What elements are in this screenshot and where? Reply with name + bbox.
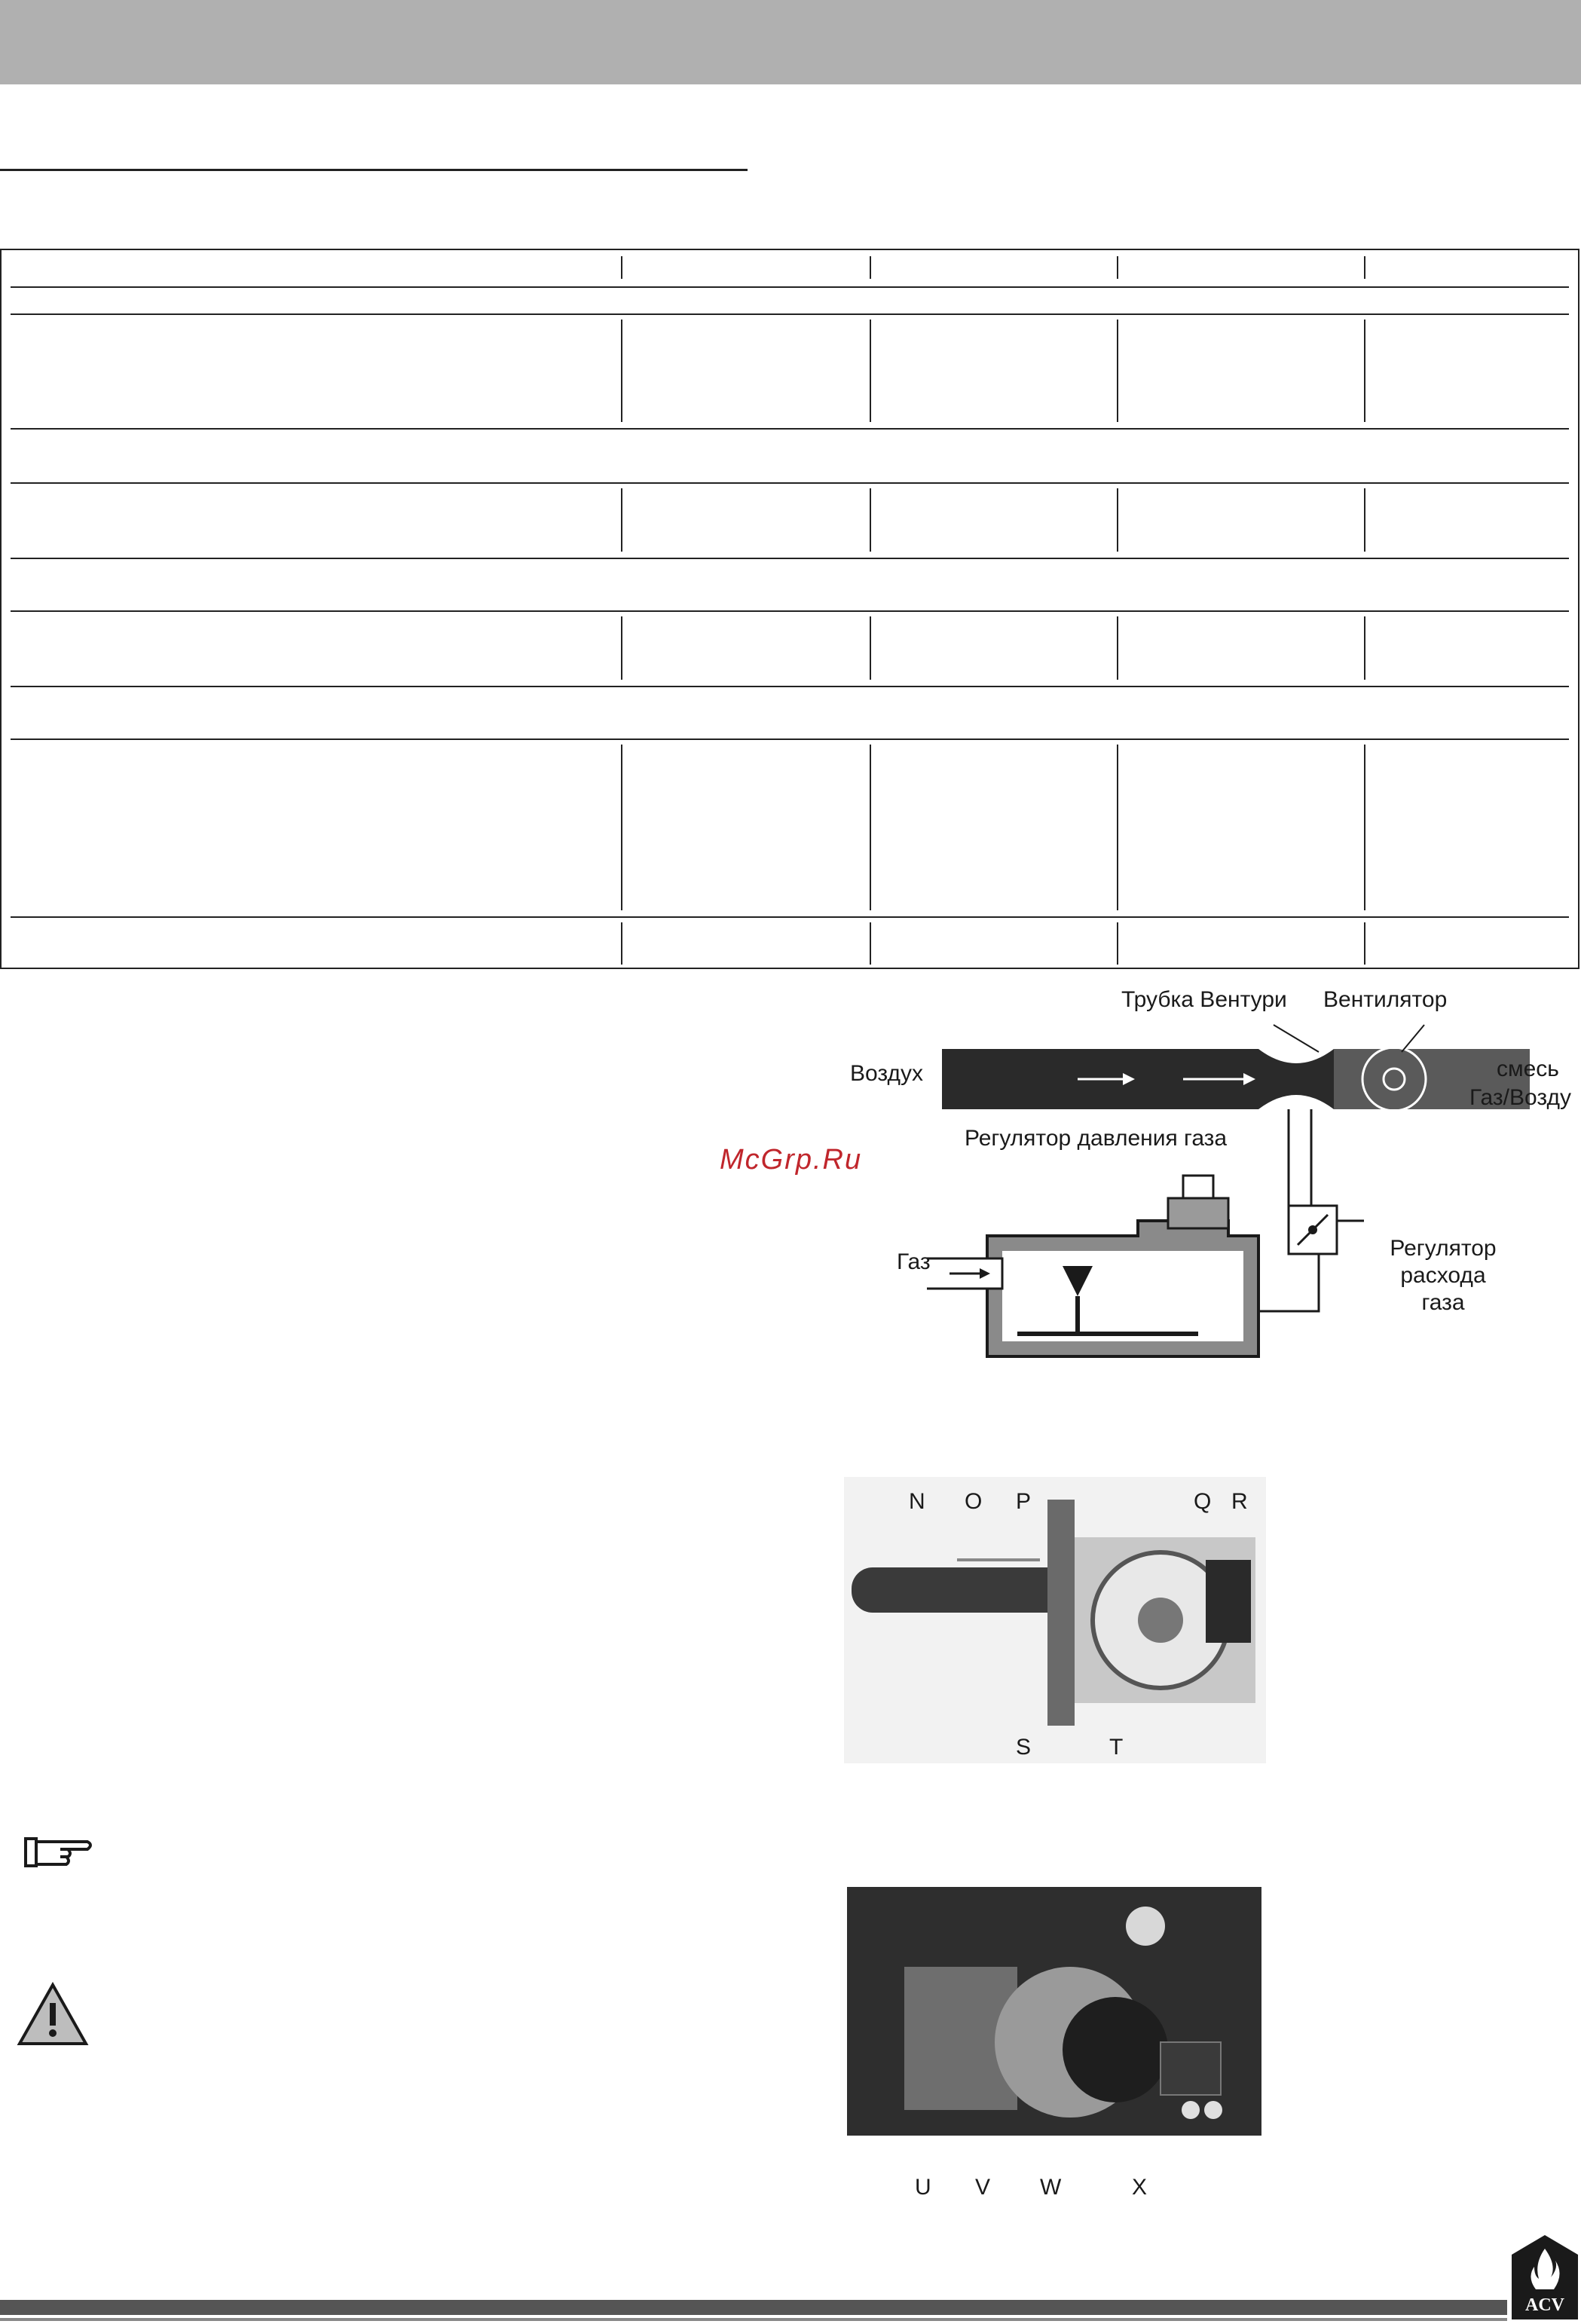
footer-rule <box>0 2318 1507 2321</box>
table-col-rule <box>870 922 871 965</box>
label-gas-pressure-regulator: Регулятор давления газа <box>965 1126 1228 1151</box>
table-col-rule <box>1117 616 1118 680</box>
label-mixture-1: смесь <box>1497 1057 1559 1081</box>
label-t: T <box>1109 1735 1124 1760</box>
label-flow-regulator-2: расхода <box>1400 1263 1486 1288</box>
table-rule <box>11 313 1569 315</box>
title-underline <box>0 169 748 171</box>
table-rule <box>11 610 1569 612</box>
spec-table <box>0 249 1579 969</box>
label-s: S <box>1016 1735 1032 1760</box>
table-col-rule <box>1117 922 1118 965</box>
pointing-hand-icon <box>23 1831 98 1873</box>
label-q: Q <box>1194 1489 1212 1514</box>
label-flow-regulator-1: Регулятор <box>1390 1236 1497 1261</box>
table-col-rule <box>1117 320 1118 422</box>
table-col-rule <box>1364 616 1365 680</box>
acv-logo-text: ACV <box>1525 2295 1564 2315</box>
table-col-rule <box>1364 320 1365 422</box>
table-rule <box>11 558 1569 559</box>
table-col-rule <box>621 922 622 965</box>
label-v: V <box>975 2175 991 2200</box>
table-rule <box>11 686 1569 687</box>
table-col-rule <box>621 616 622 680</box>
header-bar <box>0 0 1581 84</box>
table-col-rule <box>621 488 622 552</box>
table-col-rule <box>621 256 622 279</box>
table-col-rule <box>870 616 871 680</box>
label-o: O <box>965 1489 983 1514</box>
table-col-rule <box>1364 488 1365 552</box>
warning-icon <box>17 1982 89 2047</box>
table-col-rule <box>1364 256 1365 279</box>
table-rule <box>11 428 1569 430</box>
table-rule <box>11 482 1569 484</box>
label-u: U <box>915 2175 931 2200</box>
label-flow-regulator-3: газа <box>1421 1290 1465 1315</box>
table-col-rule <box>870 745 871 910</box>
footer-bar <box>0 2300 1507 2315</box>
table-col-rule <box>621 320 622 422</box>
burner-photo <box>844 1477 1266 1763</box>
label-venturi-tube: Трубка Вентури <box>1121 987 1287 1012</box>
label-air: Воздух <box>850 1061 923 1086</box>
table-rule <box>11 738 1569 740</box>
label-x: X <box>1132 2175 1148 2200</box>
table-col-rule <box>1117 488 1118 552</box>
table-col-rule <box>870 256 871 279</box>
table-rule <box>11 286 1569 288</box>
table-col-rule <box>870 320 871 422</box>
label-gas: Газ <box>897 1249 931 1274</box>
venturi-gas-diagram <box>836 980 1581 1402</box>
table-rule <box>11 916 1569 918</box>
table-col-rule <box>1364 922 1365 965</box>
label-p: P <box>1016 1489 1032 1514</box>
panel-photo <box>844 1884 1266 2140</box>
acv-logo-icon <box>1512 2235 1578 2319</box>
watermark: McGrp.Ru <box>720 1144 863 1176</box>
label-r: R <box>1231 1489 1248 1514</box>
table-col-rule <box>870 488 871 552</box>
label-n: N <box>909 1489 925 1514</box>
table-col-rule <box>1117 745 1118 910</box>
label-fan: Вентилятор <box>1323 987 1448 1012</box>
label-mixture-2: Газ/Возду <box>1469 1085 1571 1110</box>
label-w: W <box>1040 2175 1062 2200</box>
table-col-rule <box>1117 256 1118 279</box>
table-col-rule <box>1364 745 1365 910</box>
table-col-rule <box>621 745 622 910</box>
